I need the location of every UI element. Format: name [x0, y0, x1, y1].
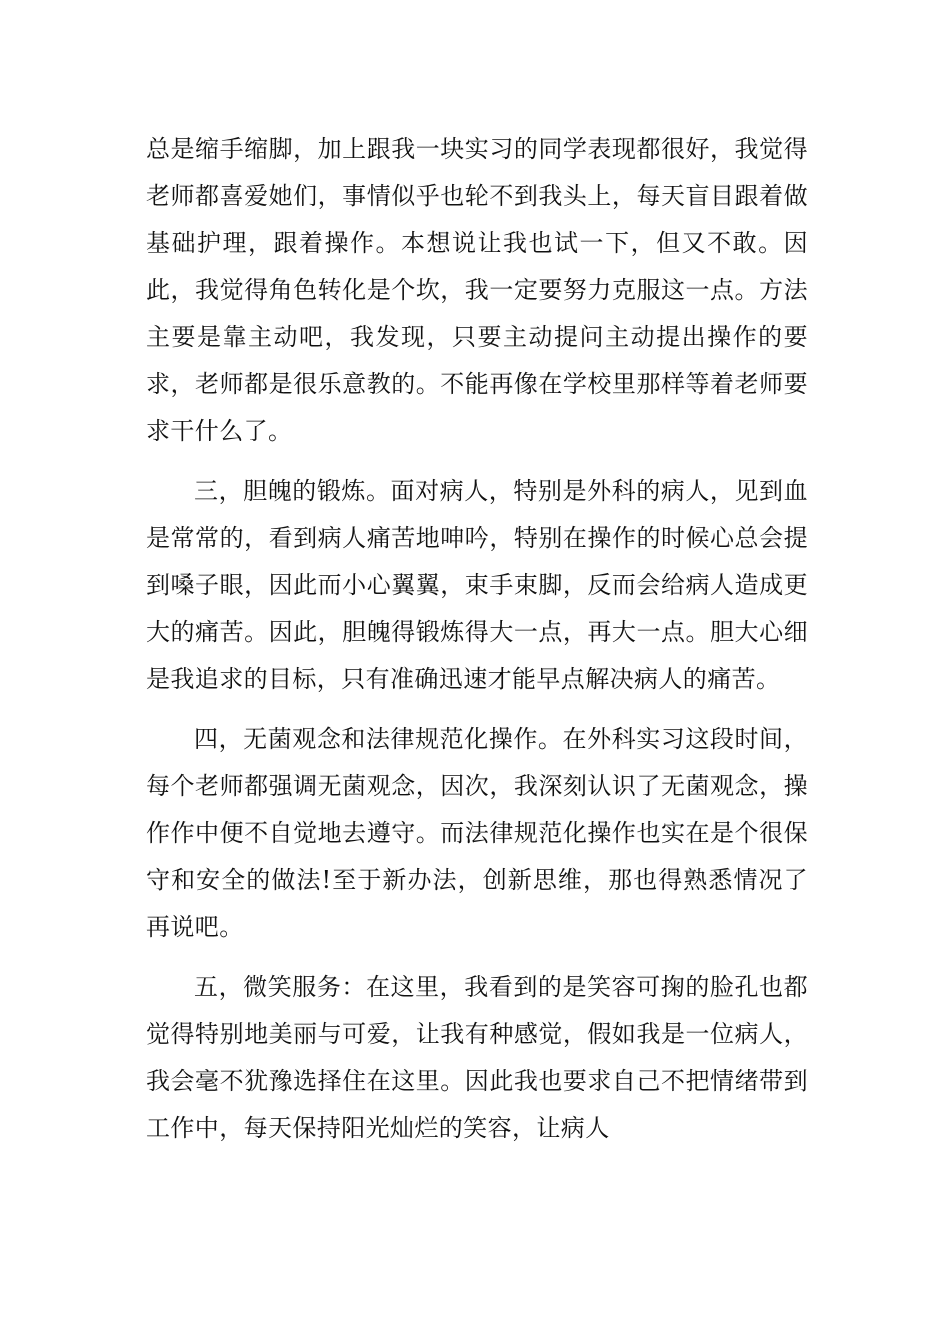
paragraph-section-3: 三，胆魄的锻炼。面对病人，特别是外科的病人，见到血是常常的，看到病人痛苦地呻吟，特别在操作的时候心总会提到嗓子眼，因此而小心翼翼，束手束脚，反而会给病人造成更大的痛苦。因此，胆魄得锻炼得大一点，再大一点。胆大心细是我追求的目标，只有准确迅速才能早点解决病人的痛苦。	[146, 477, 808, 693]
paragraph-section-4: 四，无菌观念和法律规范化操作。在外科实习这段时间，每个老师都强调无菌观念，因次，我深刻认识了无菌观念，操作作中便不自觉地去遵守。而法律规范化操作也实在是个很保守和安全的做法!至于新办法，创新思维，那也得熟悉情况了再说吧。	[146, 725, 808, 941]
paragraph-section-5: 五，微笑服务：在这里，我看到的是笑容可掬的脸孔也都觉得特别地美丽与可爱，让我有种感觉，假如我是一位病人，我会毫不犹豫选择住在这里。因此我也要求自己不把情绪带到工作中，每天保持阳光灿烂的笑容，让病人	[146, 973, 808, 1142]
document-body	[146, 126, 808, 1165]
paragraph-continuation: 总是缩手缩脚，加上跟我一块实习的同学表现都很好，我觉得老师都喜爱她们，事情似乎也轮不到我头上，每天盲目跟着做基础护理，跟着操作。本想说让我也试一下，但又不敢。因此，我觉得角色转化是个坎，我一定要努力克服这一点。方法主要是靠主动吧，我发现，只要主动提问主动提出操作的要求，老师都是很乐意教的。不能再像在学校里那样等着老师要求干什么了。	[146, 135, 808, 445]
